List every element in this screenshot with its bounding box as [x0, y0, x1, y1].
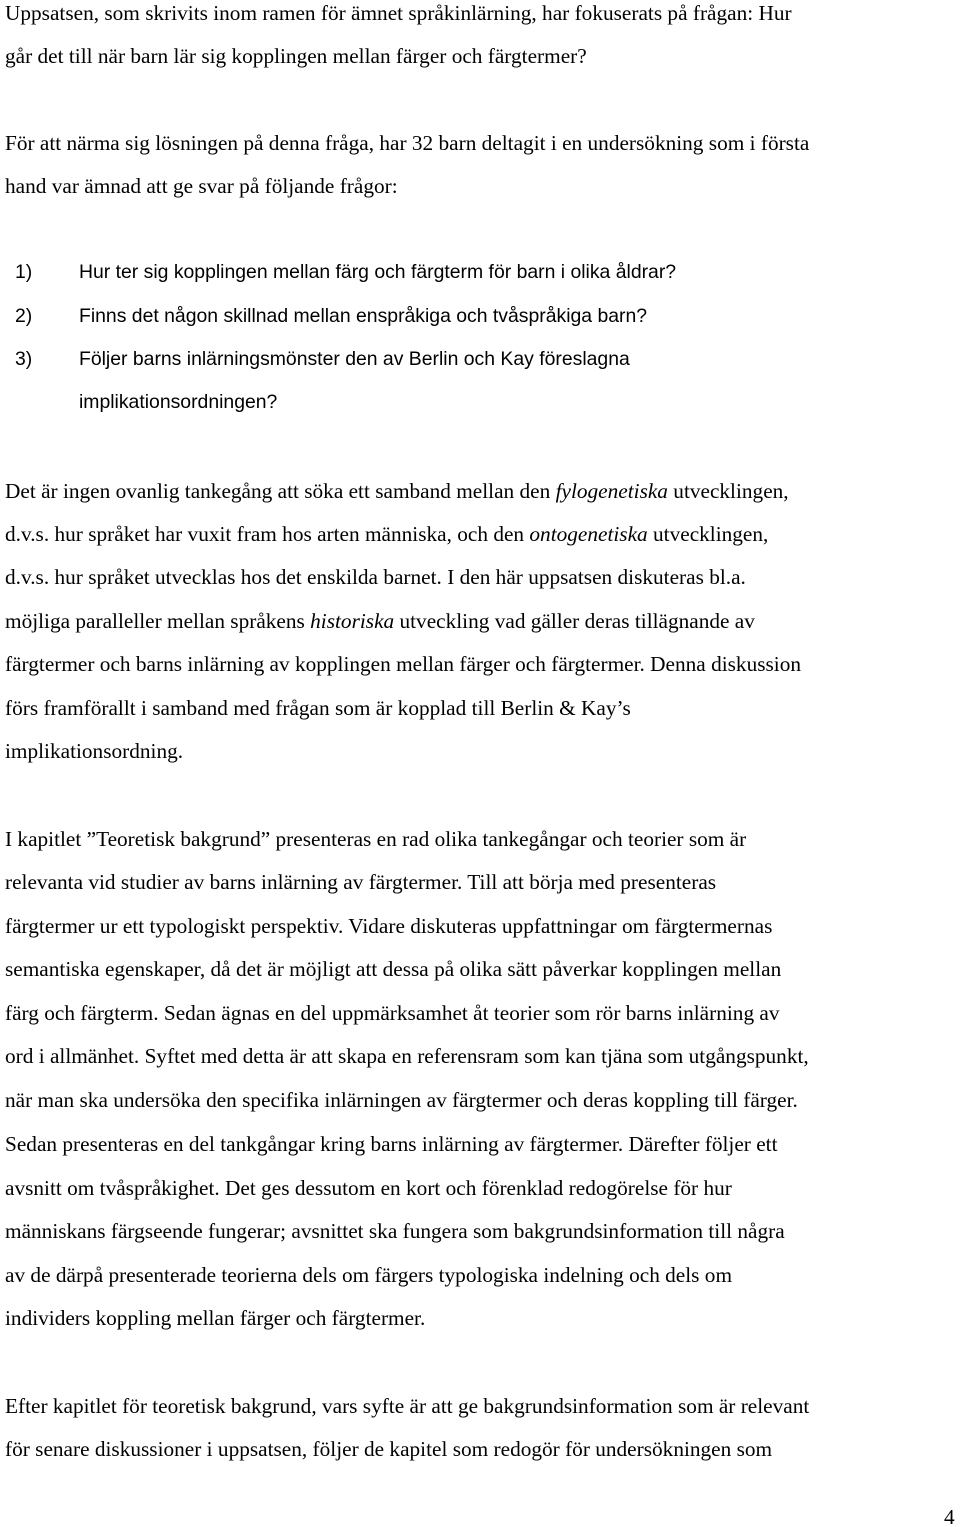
term-ontogenetiska: ontogenetiska	[529, 522, 648, 546]
paragraph-3-line-4-end: utveckling vad gäller deras tillägnande av	[394, 609, 755, 633]
paragraph-4-line-3: färgtermer ur ett typologiskt perspektiv. Vidare diskuteras uppfattningar om färgtermernas	[5, 914, 773, 938]
paragraph-4-line-4: semantiska egenskaper, då det är möjligt att dessa på olika sätt påverkar kopplingen mellan	[5, 957, 782, 981]
paragraph-4-line-5: färg och färgterm. Sedan ägnas en del uppmärksamhet åt teorier som rör barns inlärning av	[5, 1001, 780, 1025]
paragraph-3-line-2-end: utvecklingen,	[647, 522, 769, 546]
paragraph-4-line-11: av de därpå presenterade teorierna dels om färgers typologiska indelning och dels om	[5, 1263, 733, 1287]
paragraph-4-line-6: ord i allmänhet. Syftet med detta är att skapa en referensram som kan tjäna som utgångspunkt,	[5, 1044, 809, 1068]
paragraph-2-line-2: hand var ämnad att ge svar på följande frågor:	[5, 174, 398, 198]
paragraph-3-line-2-text: d.v.s. hur språket har vuxit fram hos arten människa, och den	[5, 522, 530, 546]
paragraph-4-line-9: avsnitt om tvåspråkighet. Det ges dessutom en kort och förenklad redogörelse för hur	[5, 1176, 732, 1200]
paragraph-3-line-1-end: utvecklingen,	[667, 479, 789, 503]
question-3-number: 3)	[15, 348, 33, 370]
paragraph-3-line-7: implikationsordning.	[5, 739, 184, 763]
question-3-continuation: implikationsordningen?	[79, 391, 278, 413]
question-1-number: 1)	[15, 261, 33, 283]
paragraph-4-line-1: I kapitlet ”Teoretisk bakgrund” presenteras en rad olika tankegångar och teorier som är	[5, 827, 747, 851]
question-2	[15, 307, 647, 326]
paragraph-4-line-7: när man ska undersöka den specifika inlärningen av färgtermer och deras koppling till färger.	[5, 1088, 798, 1112]
question-3-text: Följer barns inlärningsmönster den av Berlin och Kay föreslagna	[79, 348, 630, 370]
paragraph-3-line-6: förs framförallt i samband med frågan som är kopplad till Berlin & Kay’s	[5, 696, 631, 720]
question-2-text: Finns det någon skillnad mellan enspråkiga och tvåspråkiga barn?	[79, 305, 648, 327]
question-2-number: 2)	[15, 305, 33, 327]
paragraph-5-line-1: Efter kapitlet för teoretisk bakgrund, vars syfte är att ge bakgrundsinformation som är relevant	[5, 1394, 810, 1418]
question-3	[15, 350, 630, 369]
paragraph-1-line-1: Uppsatsen, som skrivits inom ramen för ämnet språkinlärning, har fokuserats på frågan: Hur	[5, 1, 792, 25]
paragraph-4-line-2: relevanta vid studier av barns inlärning av färgtermer. Till att börja med presenteras	[5, 870, 717, 894]
question-1-text: Hur ter sig kopplingen mellan färg och färgterm för barn i olika åldrar?	[79, 261, 677, 283]
paragraph-3-line-4-text: möjliga paralleller mellan språkens	[5, 609, 311, 633]
paragraph-4-line-10: människans färgseende fungerar; avsnittet ska fungera som bakgrundsinformation till några	[5, 1219, 785, 1243]
term-historiska: historiska	[310, 609, 395, 633]
paragraph-4-line-8: Sedan presenteras en del tankgångar kring barns inlärning av färgtermer. Därefter följer ett	[5, 1132, 778, 1156]
paragraph-3-line-1	[5, 481, 789, 502]
paragraph-2-line-1: För att närma sig lösningen på denna fråga, har 32 barn deltagit i en undersökning som i första	[5, 131, 810, 155]
term-fylogenetiska: fylogenetiska	[555, 479, 668, 503]
paragraph-1-line-2: går det till när barn lär sig kopplingen mellan färger och färgtermer?	[5, 44, 587, 68]
paragraph-4-line-12: individers koppling mellan färger och färgtermer.	[5, 1306, 426, 1330]
paragraph-5-line-2: för senare diskussioner i uppsatsen, följer de kapitel som redogör för undersökningen som	[5, 1437, 773, 1461]
paragraph-3-line-1-text: Det är ingen ovanlig tankegång att söka ett samband mellan den	[5, 479, 556, 503]
question-1	[15, 263, 676, 282]
paragraph-3-line-2	[5, 524, 768, 545]
paragraph-3-line-5: färgtermer och barns inlärning av kopplingen mellan färger och färgtermer. Denna diskussion	[5, 652, 802, 676]
page-number: 4	[944, 1505, 955, 1527]
paragraph-3-line-4	[5, 611, 755, 632]
paragraph-3-line-3: d.v.s. hur språket utvecklas hos det enskilda barnet. I den här uppsatsen diskuteras bl.a.	[5, 565, 746, 589]
